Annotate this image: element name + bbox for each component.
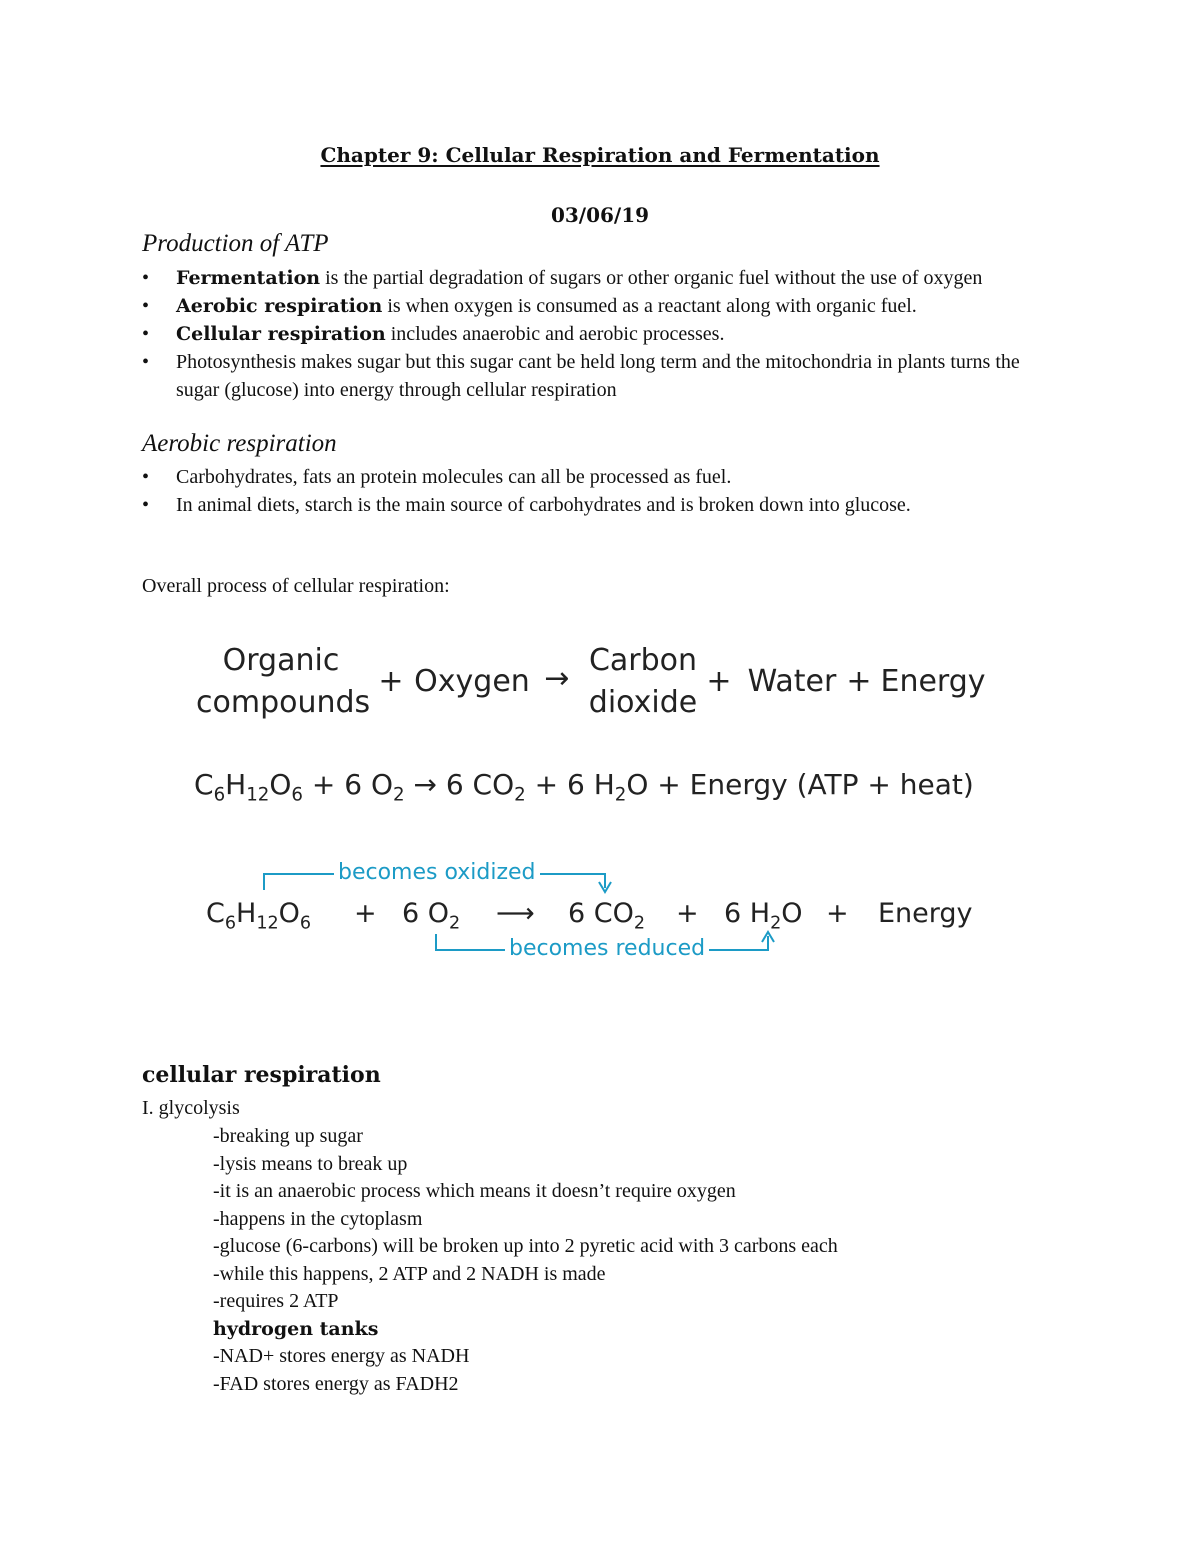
date: 03/06/19 <box>550 203 650 227</box>
list-item <box>142 264 1062 292</box>
list-item: -while this happens, 2 ATP and 2 NADH is made <box>213 1262 606 1285</box>
carbon-dioxide: Carbon dioxide <box>588 643 698 720</box>
list-item: -breaking up sugar <box>213 1125 363 1147</box>
plus-sign: + <box>706 664 732 699</box>
energy-term: Energy <box>880 664 986 699</box>
oxygen: 6 $O_2$ <box>402 898 461 934</box>
water-term: Water <box>747 664 837 699</box>
oxygen-term: Oxygen <box>414 664 530 699</box>
page-title: Chapter 9: Cellular Respiration and Fermentation <box>320 143 880 167</box>
bullet-icon: • <box>142 351 150 373</box>
plus-sign: + <box>826 898 849 929</box>
aerobic-bullet-list <box>142 463 1062 519</box>
plus-sign: + <box>378 664 404 699</box>
reduced-label: becomes reduced <box>505 936 709 961</box>
definition: includes anaerobic and aerobic processes. <box>385 323 725 345</box>
hydrogen-tanks-heading: hydrogen tanks <box>213 1317 379 1340</box>
glycolysis-list <box>213 1123 1113 1398</box>
carbon-dioxide: 6 $CO_2$ <box>568 898 646 934</box>
plus-sign: + <box>676 898 699 929</box>
definition: Photosynthesis makes sugar but this sugar cant be held long term and the mitochondria in plants turns the sugar (glucose) into energy through cellular respiration <box>176 351 1020 401</box>
list-item: -it is an anaerobic process which means it doesn’t require oxygen <box>213 1180 736 1202</box>
bullet-icon: • <box>142 494 150 516</box>
glycolysis-heading: I. glycolysis <box>142 1097 240 1119</box>
list-item: -happens in the cytoplasm <box>213 1207 423 1230</box>
list-item <box>142 292 1062 320</box>
list-item: -FAD stores energy as FADH2 <box>213 1372 459 1395</box>
redox-equation <box>206 898 976 938</box>
plus-sign: + <box>354 898 377 929</box>
bullet-icon: • <box>142 466 150 488</box>
definition: is the partial degradation of sugars or other organic fuel without the use of oxygen <box>320 267 983 289</box>
organic-compounds: Organic compounds <box>196 643 371 720</box>
glucose: $C_6H_{12}O_6$ <box>206 898 312 934</box>
section-title: cellular respiration <box>142 1062 381 1088</box>
list-item <box>142 320 1062 348</box>
definition: is when oxygen is consumed as a reactant along with organic fuel. <box>382 295 917 317</box>
overall-label: Overall process of cellular respiration: <box>142 575 450 597</box>
reaction-arrow: → <box>544 661 570 696</box>
list-item: • In animal diets, starch is the main source of carbohydrates and is broken down into glucose. <box>142 491 1062 519</box>
energy-atp-heat: Energy (ATP + heat) <box>689 768 974 801</box>
term: Aerobic respiration <box>176 295 383 317</box>
water: 6 $H_2O$ <box>724 898 803 934</box>
chemical-equation: $C_6H_{12}O_6 + 6$ $O_2 \to 6$ $CO_2 + 6$ $H_2O$ + Energy (ATP + heat) <box>194 768 974 806</box>
bullet-icon: • <box>142 267 150 289</box>
bullet-icon: • <box>142 323 150 345</box>
list-item: -NAD+ stores energy as NADH <box>213 1345 470 1367</box>
energy: Energy <box>878 898 973 929</box>
list-item <box>142 348 1062 404</box>
list-item: -lysis means to break up <box>213 1152 408 1175</box>
aerobic-heading: Aerobic respiration <box>142 430 337 457</box>
production-heading: Production of ATP <box>142 230 329 257</box>
oxidized-label: becomes oxidized <box>334 860 540 885</box>
term: Cellular respiration <box>176 323 386 345</box>
word-equation <box>196 640 996 730</box>
reaction-arrow: ⟶ <box>496 898 535 929</box>
list-item: • Carbohydrates, fats an protein molecules can all be processed as fuel. <box>142 463 1062 491</box>
plus-sign: + <box>846 664 872 699</box>
term: Fermentation <box>176 267 321 289</box>
production-bullet-list <box>142 264 1062 404</box>
list-item: -glucose (6-carbons) will be broken up into 2 pyretic acid with 3 carbons each <box>213 1235 838 1257</box>
bullet-icon: • <box>142 295 150 317</box>
list-item: -requires 2 ATP <box>213 1290 339 1312</box>
